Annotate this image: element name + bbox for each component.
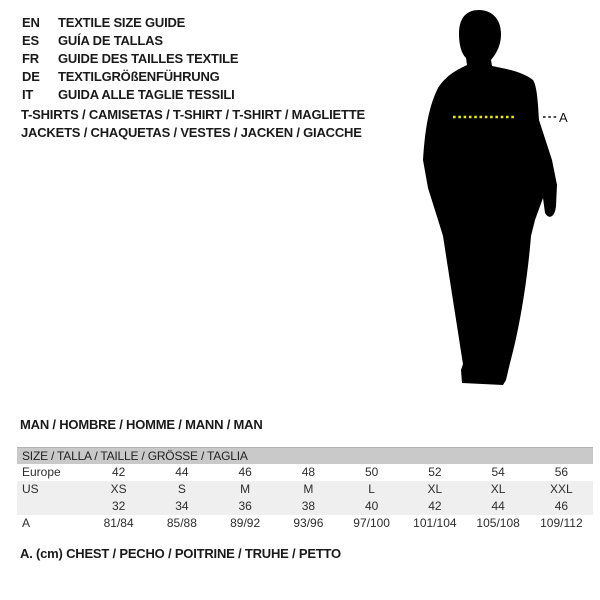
language-label: GUÍA DE TALLAS [58, 33, 163, 48]
size-cell: 40 [364, 499, 379, 513]
language-list [22, 14, 238, 104]
size-cell: 109/112 [540, 516, 583, 530]
language-label: TEXTILGRÖßENFÜHRUNG [58, 69, 220, 84]
language-code: DE [22, 69, 40, 84]
language-code: EN [22, 15, 40, 30]
category-line-jackets: JACKETS / CHAQUETAS / VESTES / JACKEN / GIACCHE [21, 125, 362, 140]
row-label [17, 498, 87, 515]
row-label: Europe [22, 465, 61, 479]
size-cell: XS [110, 482, 127, 496]
size-cell: 56 [554, 465, 569, 479]
footnote-chest: A. (cm) CHEST / PECHO / POITRINE / TRUHE / PETTO [20, 546, 341, 561]
language-row-de [22, 68, 238, 86]
language-row-es [22, 32, 238, 50]
man-silhouette [415, 8, 565, 393]
size-cell: 93/96 [293, 516, 324, 530]
size-cell: 54 [491, 465, 505, 479]
size-cell: 50 [364, 465, 379, 479]
size-cell: 97/100 [353, 516, 390, 530]
size-cell: 81/84 [103, 516, 134, 530]
category-line-tshirts: T-SHIRTS / CAMISETAS / T-SHIRT / T-SHIRT / MAGLIETTE [21, 107, 365, 122]
language-code: FR [22, 51, 39, 66]
language-code: ES [22, 33, 39, 48]
row-label: A [22, 516, 31, 530]
table-row-us [17, 481, 593, 498]
size-cell: 36 [238, 499, 252, 513]
size-cell: XL [427, 482, 443, 496]
size-cell: 48 [301, 465, 316, 479]
size-cell: M [303, 482, 314, 496]
section-title-man: MAN / HOMBRE / HOMME / MANN / MAN [20, 417, 263, 432]
size-cell: 101/104 [413, 516, 457, 530]
size-cell: 38 [301, 499, 316, 513]
size-cell: 89/92 [230, 516, 261, 530]
size-cell: 44 [175, 465, 189, 479]
size-cell: 85/88 [166, 516, 197, 530]
table-row-europe [17, 464, 593, 481]
size-cell: 34 [175, 499, 189, 513]
size-cell: 46 [554, 499, 569, 513]
size-cell: S [177, 482, 186, 496]
man-silhouette-shape [423, 10, 557, 385]
size-cell: L [368, 482, 375, 496]
size-cell: 105/108 [476, 516, 520, 530]
size-cell: 52 [428, 465, 442, 479]
table-row-chest-a [17, 515, 593, 532]
table-row-us-numeric [17, 498, 593, 515]
language-label: GUIDE DES TAILLES TEXTILE [58, 51, 239, 66]
language-label: GUIDA ALLE TAGLIE TESSILI [58, 87, 235, 102]
size-cell: 46 [238, 465, 252, 479]
size-cell: M [240, 482, 251, 496]
size-cell: XL [490, 482, 506, 496]
size-cell: 44 [491, 499, 505, 513]
language-row-it [22, 86, 238, 104]
language-row-en [22, 14, 238, 32]
size-table-header: SIZE / TALLA / TAILLE / GRÖSSE / TAGLIA [17, 447, 593, 464]
language-label: TEXTILE SIZE GUIDE [58, 15, 186, 30]
size-cell: 42 [111, 465, 126, 479]
size-cell: 42 [428, 499, 442, 513]
size-table [17, 447, 593, 532]
category-lines [21, 106, 365, 142]
size-cell: 32 [111, 499, 126, 513]
row-label: US [22, 482, 39, 496]
language-row-fr [22, 50, 238, 68]
size-cell: XXL [550, 482, 573, 496]
language-code: IT [22, 87, 34, 102]
measurement-label-a: A [559, 110, 568, 125]
